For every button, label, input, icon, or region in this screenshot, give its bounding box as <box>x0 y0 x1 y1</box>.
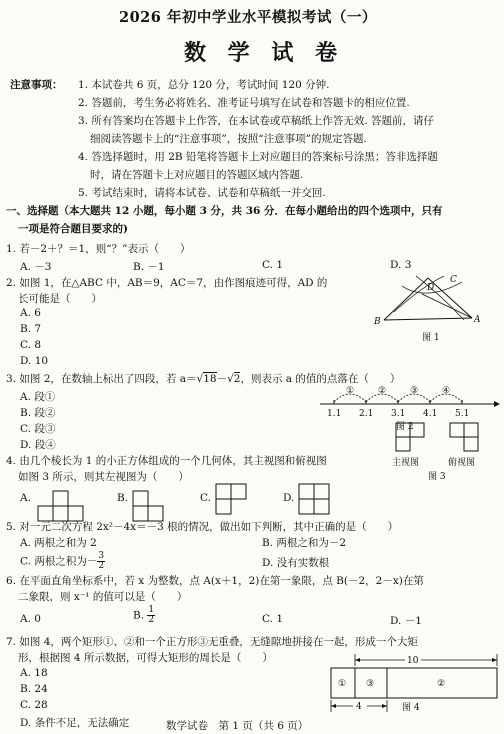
q4-option-c <box>200 492 211 504</box>
q3-option-b: B. 段② <box>20 407 56 419</box>
q7-option-b: B. 24 <box>20 683 48 695</box>
q5-stem: 5. 对一元二次方程 2x²－4x＝－3 根的情况，做出如下判断，其中正确的是（ ） <box>6 521 399 533</box>
figure-2-segment-4: ④ <box>442 386 451 396</box>
notice-item: 时，请在答题卡上对应题目的答题区域内答题. <box>90 169 304 181</box>
figure-2-tick-label: 3.1 <box>391 409 406 419</box>
figure-2-segment-1: ① <box>346 386 355 396</box>
figure-2-segment-2: ② <box>378 386 387 396</box>
figure-3-caption: 图 3 <box>428 472 446 482</box>
q1-option-b: B. －1 <box>133 261 165 273</box>
page-footer: 数学试卷 第 1 页（共 6 页） <box>166 720 309 732</box>
q3-option-c: C. 段③ <box>20 423 56 435</box>
figure-3-top-view-label: 俯视图 <box>448 458 476 468</box>
q4-option-d-label: D. <box>283 492 295 504</box>
q4-option-b-label: B. <box>117 492 129 504</box>
q4-option-d-figure <box>299 483 330 517</box>
q3-minus: － <box>216 373 228 385</box>
section-heading-cont: 一项是符合题目要求的) <box>18 223 128 235</box>
fraction-numerator: 3 <box>98 551 105 561</box>
q1-option-a: A. －3 <box>20 261 52 273</box>
q5-option-b: B. 两根之和为－2 <box>262 537 347 549</box>
q4-stem: 4. 由几个棱长为 1 的小正方体组成的一个几何体，其主视图和俯视图 <box>6 455 327 467</box>
notice-item: 细阅读答题卡上的“注意事项”，按照“注意事项”的规定答题. <box>90 133 367 145</box>
figure-2-tick-label: 4.1 <box>423 409 438 419</box>
figure-2-tick-label: 2.1 <box>359 409 374 419</box>
q2-option-a: A. 6 <box>20 307 41 319</box>
q5-option-c <box>20 552 105 571</box>
q6-stem-cont: 二象限，则 x⁻¹ 的值可以是（ ） <box>18 591 188 603</box>
figure-4-region-3: ③ <box>366 679 375 689</box>
figure-4-top-value: 10 <box>407 656 419 666</box>
q4-option-c-figure <box>216 483 247 517</box>
section-heading: 一、选择题（本大题共 12 小题，每小题 3 分，共 36 分．在每小题给出的四个选项中，只有 <box>6 205 443 217</box>
notice-item: 5. 考试结束时，请将本试卷、试卷和草稿纸一并交回. <box>78 187 326 199</box>
q4-option-c-label: C. <box>200 492 211 504</box>
q2-stem-cont: 长可能是（ ） <box>18 293 102 305</box>
q7-stem-cont: 形，根据图 4 所示数据，可得大矩形的周长是（ ） <box>18 652 273 664</box>
fraction <box>147 606 155 625</box>
q1-option-c: C. 1 <box>262 259 284 271</box>
q3-root-2: 2 <box>233 373 241 385</box>
fraction-denominator: 2 <box>98 561 105 571</box>
q6-option-c: C. 1 <box>262 613 284 625</box>
exam-subtitle: 数 学 试 卷 <box>184 40 344 66</box>
q3-option-d: D. 段④ <box>20 439 56 451</box>
q6-option-d: D. －1 <box>390 615 422 627</box>
notice-item: 2. 答题前，考生务必将姓名、准考证号填写在试卷和答题卡的相应位置. <box>78 97 410 109</box>
notice-item: 1. 本试卷共 6 页，总分 120 分，考试时间 120 分钟. <box>78 79 330 91</box>
q5-option-a: A. 两根之和为 2 <box>20 537 97 549</box>
figure-4-bottom-value: 4 <box>356 702 362 712</box>
q6-stem: 6. 在平面直角坐标系中，若 x 为整数，点 A(x＋1，2)在第一象限，点 B(－2，2－x)在第 <box>6 575 424 587</box>
q7-option-a: A. 18 <box>20 667 48 679</box>
q3-stem-post: ，则表示 a 的值的点落在（ ） <box>240 373 401 385</box>
figure-4-region-1: ① <box>338 679 347 689</box>
q6-option-b-label: B. <box>133 609 145 622</box>
notice-item: 3. 所有答案均在答题卡上作答，在本试卷或草稿纸上作答无效. 答题前，请仔 <box>78 115 435 127</box>
q1-stem: 1. 若－2＋？＝1，则“？”表示（ ） <box>6 243 191 255</box>
q7-option-c: C. 28 <box>20 699 48 711</box>
fraction <box>97 552 105 571</box>
figure-2-caption: 图 2 <box>396 422 414 432</box>
q2-option-d: D. 10 <box>20 355 49 367</box>
q4-stem-cont: 如图 3 所示，则其左视图为（ ） <box>18 471 189 483</box>
figure-1 <box>372 272 484 342</box>
fraction-denominator: 2 <box>148 615 155 625</box>
exam-title: 2026 年初中学业水平模拟考试（一） <box>119 9 377 26</box>
q5-option-c-text: C. 两根之积为－ <box>20 555 98 568</box>
q7-stem: 7. 如图 4，两个矩形①、②和一个正方形③无重叠，无缝隙地拼接在一起，形成一个大矩 <box>6 636 418 648</box>
figure-3-main-view-label: 主视图 <box>392 458 420 468</box>
q7-option-d: D. 条件不足，无法确定 <box>20 717 130 729</box>
figure-2-tick-label: 1.1 <box>327 409 342 419</box>
figure-1-label-d: D <box>427 283 435 293</box>
q4-option-b-figure <box>133 490 164 522</box>
figure-4-caption: 图 4 <box>402 703 420 713</box>
figure-2-tick-label: 5.1 <box>455 409 470 419</box>
q1-option-d: D. 3 <box>390 259 412 271</box>
q6-option-a: A. 0 <box>20 613 41 625</box>
q4-option-d <box>283 492 294 504</box>
notice-item: 4. 答选择题时，用 2B 铅笔将答题卡上对应题目的答案标号涂黑；答非选择题 <box>78 151 438 163</box>
figure-1-label-b: B <box>374 317 381 327</box>
q2-option-c: C. 8 <box>20 339 42 351</box>
q2-stem: 2. 如图 1，在△ABC 中，AB＝9，AC＝7，由作图痕迹可得，AD 的 <box>6 277 328 289</box>
q6-option-b <box>133 606 155 625</box>
q3-option-a: A. 段① <box>20 391 56 403</box>
notice-label: 注意事项： <box>10 79 63 91</box>
sqrt-sign: √ <box>227 373 234 385</box>
q2-option-b: B. 7 <box>20 323 42 335</box>
q4-option-a <box>20 492 31 504</box>
q4-option-b <box>117 492 128 504</box>
q4-option-a-label: A. <box>20 492 31 504</box>
q3-root-1: 18 <box>203 373 217 385</box>
sqrt-sign: √ <box>196 373 204 385</box>
figure-4-region-2: ② <box>437 679 446 689</box>
fraction-numerator: 1 <box>148 605 155 615</box>
figure-1-caption: 图 1 <box>422 333 440 343</box>
q4-option-a-figure <box>38 490 84 522</box>
figure-1-label-a: A <box>474 315 481 325</box>
q5-option-d: D. 没有实数根 <box>262 557 330 569</box>
figure-1-label-c: C <box>450 275 457 285</box>
q3-stem-pre: 3. 如图 2，在数轴上标出了四段，若 a＝ <box>6 373 197 385</box>
figure-2-segment-3: ③ <box>410 386 419 396</box>
figure-3 <box>388 419 498 481</box>
